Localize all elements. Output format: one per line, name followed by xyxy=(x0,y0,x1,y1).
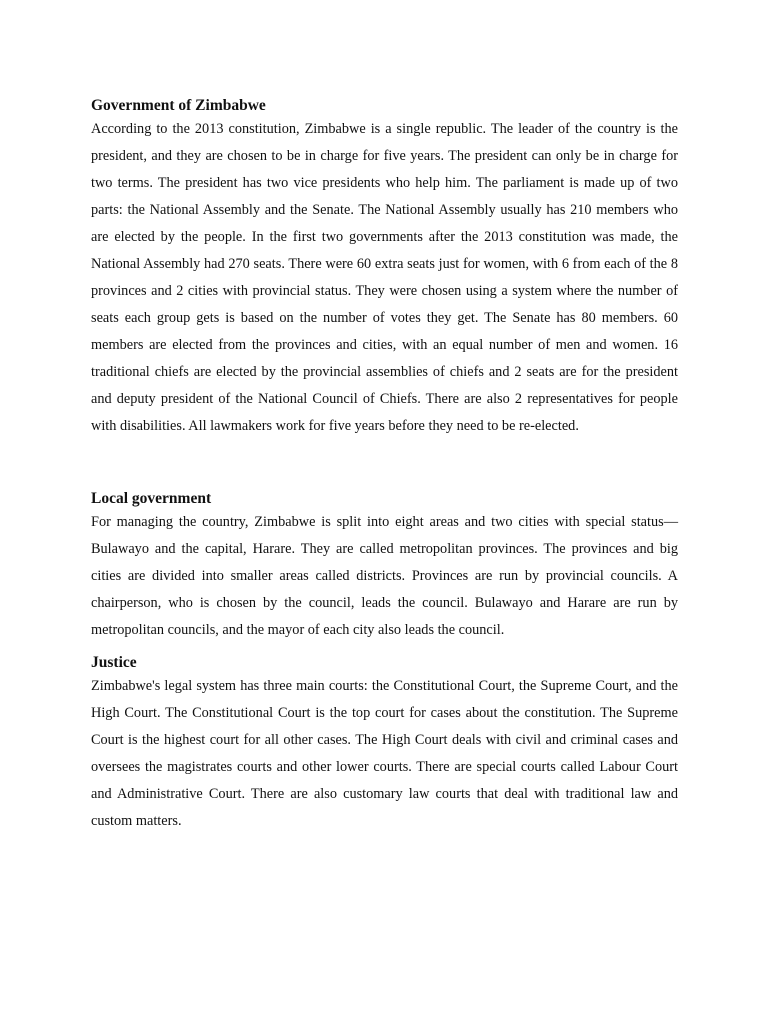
section-body: Zimbabwe's legal system has three main courts: the Constitutional Court, the Supreme Court, and the High Court. The Constitutional Court is the top court for cases about the constitution. The Supreme Court is the highest court for all other cases. The High Court deals with civil and criminal cases and oversees the magistrates courts and other lower courts. There are special courts called Labour Court and Administrative Court. There are also customary law courts that deal with traditional law and custom matters. xyxy=(91,678,678,829)
section-body: For managing the country, Zimbabwe is split into eight areas and two cities with special status—Bulawayo and the capital, Harare. They are called metropolitan provinces. The provinces and big cities are divided into smaller areas called districts. Provinces are run by provincial councils. A chairperson, who is chosen by the council, leads the council. Bulawayo and Harare are run by metropolitan councils, and the mayor of each city also leads the council. xyxy=(91,514,678,638)
section-body: According to the 2013 constitution, Zimbabwe is a single republic. The leader of the country is the president, and they are chosen to be in charge for five years. The president can only be in charge for two terms. The president has two vice presidents who help him. The parliament is made up of two parts: the National Assembly and the Senate. The National Assembly usually has 210 members who are elected by the people. In the first two governments after the 2013 constitution was made, the National Assembly had 270 seats. There were 60 extra seats just for women, with 6 from each of the 8 provinces and 2 cities with provincial status. They were chosen using a system where the number of seats each group gets is based on the number of votes they get. The Senate has 80 members. 60 members are elected from the provinces and cities, with an equal number of men and women. 16 traditional chiefs are elected by the provincial assemblies of chiefs and 2 seats are for the president and deputy president of the National Council of Chiefs. There are also 2 representatives for people with disabilities. All lawmakers work for five years before they need to be re-elected. xyxy=(91,121,678,434)
document-page xyxy=(91,96,678,835)
section-heading: Government of Zimbabwe xyxy=(91,97,266,114)
section-justice xyxy=(91,653,678,835)
section-heading: Local government xyxy=(91,490,212,507)
section-heading: Justice xyxy=(91,654,137,671)
section-government-of-zimbabwe xyxy=(91,96,678,440)
section-local-government xyxy=(91,489,678,644)
